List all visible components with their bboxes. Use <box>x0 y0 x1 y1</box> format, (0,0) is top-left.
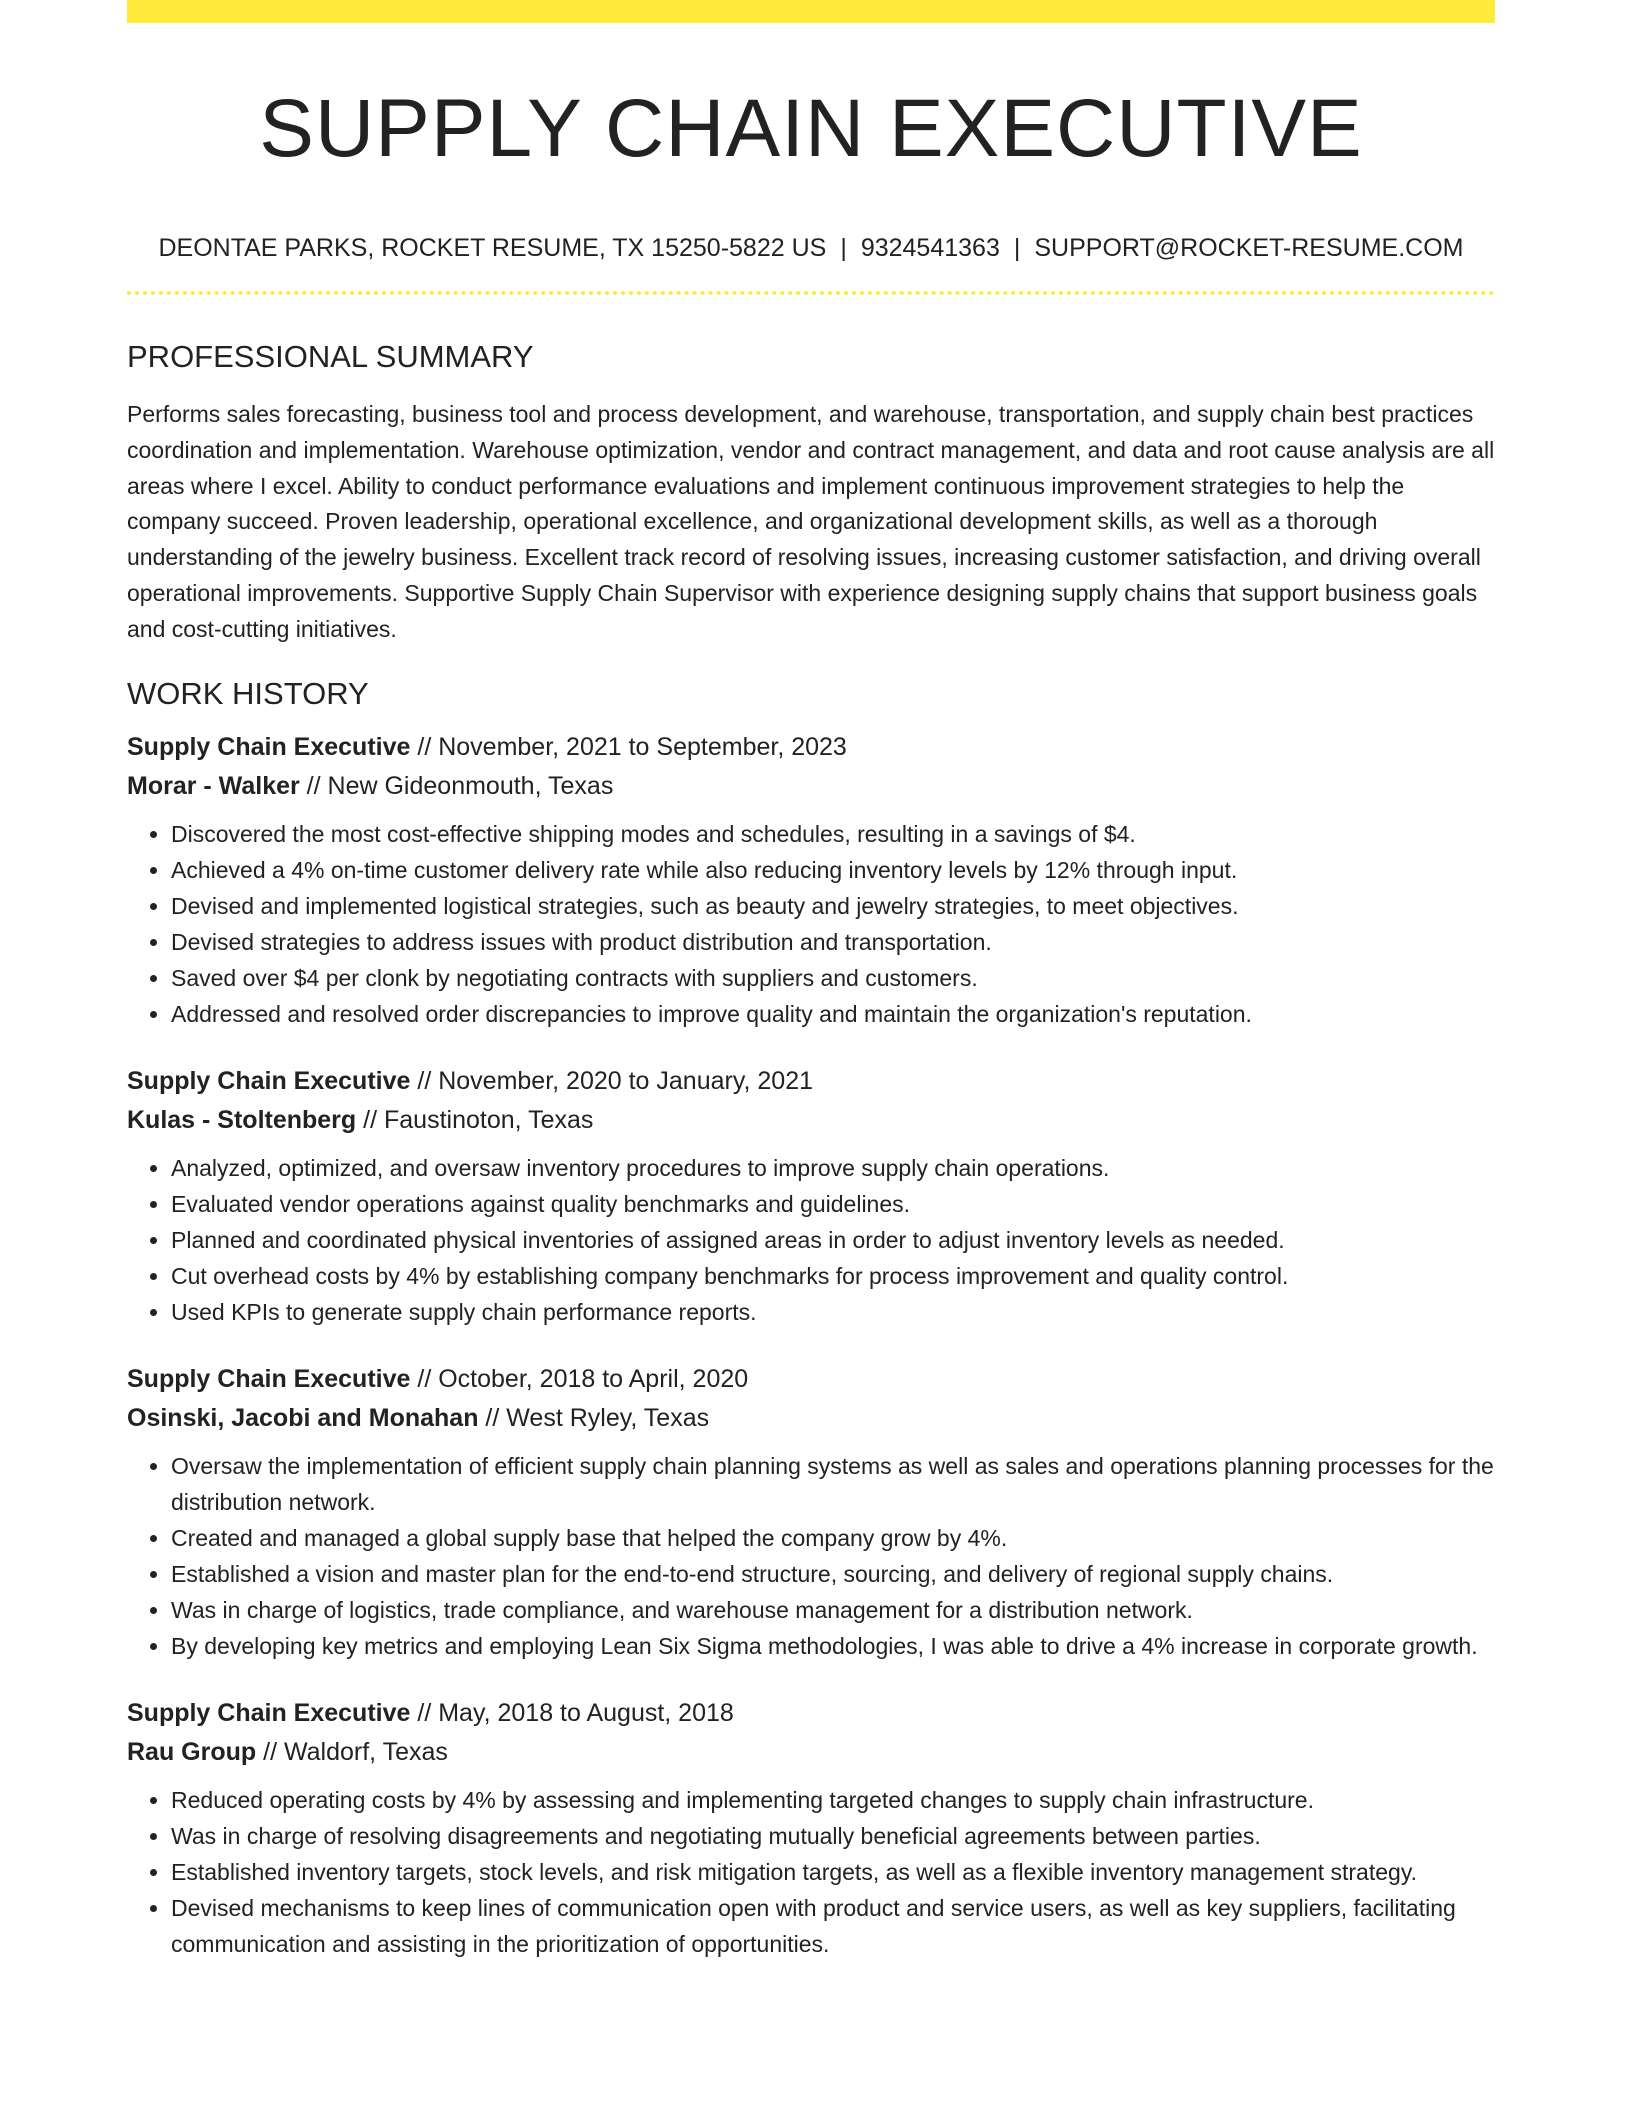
job-location: Faustinoton, Texas <box>383 1105 594 1134</box>
job-entry <box>127 728 1495 1032</box>
job-bullet: • Established a vision and master plan for the end-to-end structure, sourcing, and delivery of regional supply chains. <box>171 1556 1495 1592</box>
job-bullet: • Planned and coordinated physical inventories of assigned areas in order to adjust inventory levels as needed. <box>171 1222 1495 1258</box>
job-bullet-list <box>127 816 1495 1032</box>
job-bullet: • Created and managed a global supply base that helped the company grow by 4%. <box>171 1520 1495 1556</box>
job-company: Osinski, Jacobi and Monahan <box>127 1403 479 1432</box>
contact-phone: 9324541363 <box>860 234 1000 262</box>
job-bullet: • Cut overhead costs by 4% by establishing company benchmarks for process improvement and quality control. <box>171 1258 1495 1294</box>
job-company: Kulas - Stoltenberg <box>127 1105 357 1134</box>
job-entry <box>127 1062 1495 1330</box>
job-dates: November, 2021 to September, 2023 <box>438 732 847 761</box>
job-bullet: • Devised mechanisms to keep lines of communication open with product and service users, as well as key suppliers, facilitating communication and assisting in the prioritization of opportunities. <box>171 1890 1495 1962</box>
job-dates: May, 2018 to August, 2018 <box>438 1698 734 1727</box>
job-separator: // <box>410 1066 439 1095</box>
summary-text: Performs sales forecasting, business tool and process development, and warehouse, transportation, and supply chain best practices coordination and implementation. Warehouse optimization, vendor and contract management, and data and root cause analysis are all areas where I excel. Ability to conduct performance evaluations and implement continuous improvement strategies to help the company succeed. Proven leadership, operational excellence, and organizational development skills, as well as a thorough understanding of the jewelry business. Excellent track record of resolving issues, increasing customer satisfaction, and driving overall operational improvements. Supportive Supply Chain Supervisor with experience designing supply chains that support business goals and cost-cutting initiatives. <box>127 401 1495 642</box>
resume-page <box>127 0 1495 1962</box>
job-company-line <box>127 1733 1495 1772</box>
job-title: Supply Chain Executive <box>127 732 411 761</box>
job-bullet: • Reduced operating costs by 4% by assessing and implementing targeted changes to supply chain infrastructure. <box>171 1782 1495 1818</box>
job-company: Morar - Walker <box>127 771 300 800</box>
contact-separator: | <box>840 234 847 262</box>
work-history-heading: WORK HISTORY <box>127 675 369 711</box>
job-title-line <box>127 728 1495 767</box>
job-company-line <box>127 1399 1495 1438</box>
top-accent-bar <box>127 0 1495 23</box>
job-entry <box>127 1694 1495 1962</box>
job-title-line <box>127 1360 1495 1399</box>
job-bullet: • Devised and implemented logistical strategies, such as beauty and jewelry strategies, to meet objectives. <box>171 888 1495 924</box>
contact-separator: | <box>1013 234 1021 262</box>
job-bullet-list <box>127 1782 1495 1962</box>
job-bullet: • Devised strategies to address issues with product distribution and transportation. <box>171 924 1495 960</box>
job-company: Rau Group <box>127 1737 257 1766</box>
job-bullet: • Evaluated vendor operations against quality benchmarks and guidelines. <box>171 1186 1495 1222</box>
job-bullet: • Was in charge of resolving disagreements and negotiating mutually beneficial agreements between parties. <box>171 1818 1495 1854</box>
job-location: Waldorf, Texas <box>283 1737 448 1766</box>
job-separator: // <box>410 1698 439 1727</box>
job-title: Supply Chain Executive <box>127 1364 411 1393</box>
contact-address: DEONTAE PARKS, ROCKET RESUME, TX 15250-5822 US <box>158 234 827 262</box>
job-bullet-list <box>127 1150 1495 1330</box>
job-separator: // <box>256 1737 284 1766</box>
job-title-line <box>127 1694 1495 1733</box>
job-company-line <box>127 1101 1495 1140</box>
job-separator: // <box>410 732 439 761</box>
job-location: West Ryley, Texas <box>506 1403 710 1432</box>
job-bullet: • Established inventory targets, stock levels, and risk mitigation targets, as well as a flexible inventory management strategy. <box>171 1854 1495 1890</box>
contact-email: SUPPORT@ROCKET-RESUME.COM <box>1034 234 1464 262</box>
job-separator: // <box>478 1403 507 1432</box>
job-bullet: • Was in charge of logistics, trade compliance, and warehouse management for a distribution network. <box>171 1592 1495 1628</box>
job-title: Supply Chain Executive <box>127 1698 411 1727</box>
job-bullet: • Addressed and resolved order discrepancies to improve quality and maintain the organization's reputation. <box>171 996 1495 1032</box>
work-history-list <box>127 728 1495 1962</box>
job-company-line <box>127 767 1495 806</box>
job-dates: November, 2020 to January, 2021 <box>438 1066 813 1095</box>
dotted-divider <box>127 291 1495 295</box>
job-location: New Gideonmouth, Texas <box>327 771 614 800</box>
job-bullet-list <box>127 1448 1495 1664</box>
job-bullet: • Analyzed, optimized, and oversaw inventory procedures to improve supply chain operations. <box>171 1150 1495 1186</box>
job-bullet: • Achieved a 4% on-time customer delivery rate while also reducing inventory levels by 12% through input. <box>171 852 1495 888</box>
job-title: Supply Chain Executive <box>127 1066 411 1095</box>
job-bullet: • By developing key metrics and employing Lean Six Sigma methodologies, I was able to drive a 4% increase in corporate growth. <box>171 1628 1495 1664</box>
job-separator: // <box>299 771 328 800</box>
job-bullet: • Used KPIs to generate supply chain performance reports. <box>171 1294 1495 1330</box>
job-entry <box>127 1360 1495 1664</box>
job-bullet: • Saved over $4 per clonk by negotiating contracts with suppliers and customers. <box>171 960 1495 996</box>
job-bullet: • Oversaw the implementation of efficient supply chain planning systems as well as sales and operations planning processes for the distribution network. <box>171 1448 1495 1520</box>
job-separator: // <box>410 1364 439 1393</box>
job-title-line <box>127 1062 1495 1101</box>
job-dates: October, 2018 to April, 2020 <box>438 1364 749 1393</box>
job-bullet: • Discovered the most cost-effective shipping modes and schedules, resulting in a savings of $4. <box>171 816 1495 852</box>
contact-line <box>127 233 1495 263</box>
job-separator: // <box>356 1105 384 1134</box>
summary-heading: PROFESSIONAL SUMMARY <box>127 339 534 374</box>
resume-title: SUPPLY CHAIN EXECUTIVE <box>259 83 1363 174</box>
